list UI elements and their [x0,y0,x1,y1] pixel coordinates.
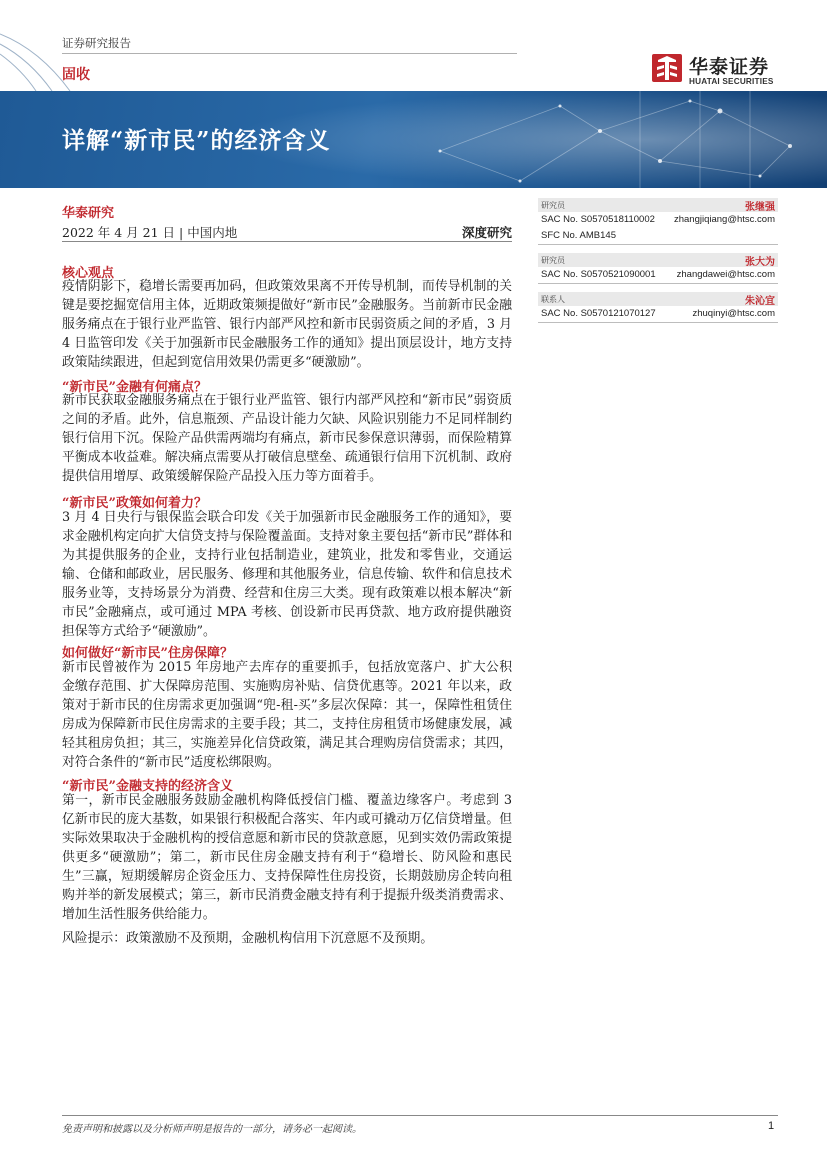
logo-english-text: HUATAI SECURITIES [689,77,774,86]
title-banner [0,91,827,188]
brand-logo [652,52,786,88]
risk-warning: 风险提示：政策激励不及预期，金融机构信用下沉意愿不及预期。 [62,931,434,946]
huatai-logo-icon [652,52,682,84]
section-heading: 如何做好“新市民”住房保障？ [62,646,233,661]
footer-disclaimer: 免责声明和披露以及分析师声明是报告的一部分，请务必一起阅读。 [62,1124,362,1135]
analyst-sac: SAC No. S0570521090001 [541,269,656,280]
section-body: 3 月 4 日央行与银保监会联合印发《关于加强新市民金融服务工作的通知》，要求金融机构定向扩大信贷支持与保险覆盖面。支持对象主要包括“新市民”群体和为其提供服务的企业，支持行业包括制造业，建筑业，批发和零售业，交通运输、仓储和邮政业，居民服务、修理和其他服务业，信息传输、软件和信息技术服务业等，支持场景分为消费、经营和住房三大类。现有政策难以根本解决“新市民”金融痛点，或可通过 MPA 考核、创设新市民再贷款、地方政府提供融资担保等方式给予“硬激励”。 [62,510,512,639]
date-region-line [62,223,512,241]
dateline-divider [62,241,512,242]
header-divider [62,53,517,54]
section-body: 疫情阴影下，稳增长需要再加码，但政策效果离不开传导机制，而传导机制的关键是要挖掘宽信用主体，近期政策频提做好“新市民”金融服务。当前新市民金融服务痛点在于银行业严监管、银行内部严风控和新市民弱资质之间的矛盾，3 月 4 日监管印发《关于加强新市民金融服务工作的通知》提出顶层设计，地方支持政策陆续跟进，但起到宽信用效果仍需更多“硬激励”。 [62,279,512,370]
category-label: 固收 [62,67,90,83]
analyst-email[interactable]: zhangjiqiang@htsc.com [673,214,775,225]
date-region: 2022 年 4 月 21 日 | 中国内地 [62,225,238,240]
section-heading: “新市民”金融有何痛点？ [62,380,207,395]
analyst-sac: SAC No. S0570121070127 [541,308,656,319]
analyst-name: 张继强 [745,202,775,213]
analyst-card [538,253,778,284]
analyst-email[interactable]: zhangdawei@htsc.com [676,269,775,280]
analyst-email[interactable]: zhuqinyi@htsc.com [692,308,775,319]
corner-decoration [0,30,120,100]
logo-chinese-text: 华泰证券 [689,56,770,78]
report-type: 深度研究 [461,225,512,240]
analyst-card [538,292,778,323]
section-body: 第一，新市民金融服务鼓励金融机构降低授信门槛、覆盖边缘客户。考虑到 3 亿新市民的庞大基数，如果银行积极配合落实、年内或可撬动万亿信贷增量。但实际效果取决于金融机构的授信意愿和新市民的贷款意愿，见到实效仍需政策提供更多“硬激励”；第二，新市民住房金融支持有利于“稳增长、防风险和惠民生”三赢，短期缓解房企资金压力、支持保障性住房投资，长期鼓励房企转向租购并举的新发展模式；第三，新市民消费金融支持有利于提振升级类消费需求、增加生活性服务供给能力。 [62,793,512,922]
analyst-sac: SAC No. S0570518110002 [541,214,655,225]
section-heading: “新市民”金融支持的经济含义 [62,779,233,794]
analyst-sfc: SFC No. AMB145 [541,230,616,241]
report-label: 证券研究报告 [62,36,131,50]
report-title: 详解“新市民”的经济含义 [62,127,331,154]
analyst-role: 研究员 [541,201,565,210]
analyst-role: 研究员 [541,256,565,265]
analyst-card [538,198,778,245]
analyst-name: 朱沁宜 [745,296,775,307]
section-heading: 核心观点 [62,266,115,281]
section-heading: “新市民”政策如何着力？ [62,496,207,511]
section-body: 新市民曾被作为 2015 年房地产去库存的重要抓手，包括放宽落户、扩大公积金缴存范围、扩大保障房范围、实施购房补贴、信贷优惠等。2021 年以来，政策对于新市民的住房需求更加强调“兜-租-买”多层次保障：其一，保障性租赁住房成为保障新市民住房需求的主要手段；其二，支持住房租赁市场健康发展，减轻其租房负担；其三，实施差异化信贷政策，满足其合理购房信贷需求；其四，对符合条件的“新市民”适度松绑限购。 [62,660,512,770]
analyst-name: 张大为 [745,257,775,268]
analyst-panel [538,198,778,323]
section-body: 新市民获取金融服务痛点在于银行业严监管、银行内部严风控和“新市民”弱资质之间的矛盾。此外，信息瓶颈、产品设计能力欠缺、风险识别能力不足同样制约银行信用下沉。保险产品供需两端均有痛点，新市民参保意识薄弱，而保险精算平衡成本收益难。解决痛点需要从打破信息壁垒、疏通银行信用下沉机制、政府提供信用增厚、政策缓解保险产品投入压力等方面着手。 [62,393,512,484]
footer-divider [62,1115,778,1116]
analyst-role: 联系人 [541,295,565,304]
research-org: 华泰研究 [62,206,115,221]
page-number: 1 [768,1120,775,1132]
